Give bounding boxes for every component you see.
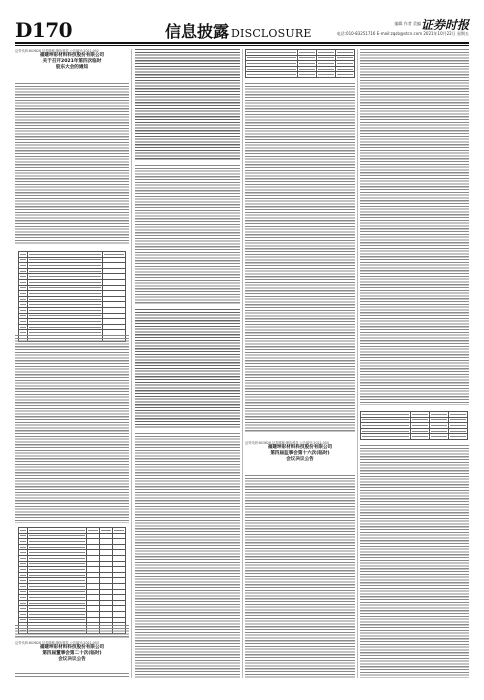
section-title bbox=[165, 19, 312, 42]
notice-title-line: 股东大会的通知 bbox=[55, 65, 89, 70]
notice-code: 证券代码:603826 证券简称:坤彩科技 公告编号:2021-052 bbox=[15, 49, 99, 53]
notice-title-line: 第四届监事会第十六次(临时) bbox=[270, 451, 330, 456]
page-header bbox=[15, 18, 469, 42]
editor-line: 编辑 作者 美编 bbox=[394, 21, 421, 26]
notice-body-text bbox=[15, 83, 129, 245]
notice-body-text bbox=[15, 625, 129, 639]
notice-body-text bbox=[245, 475, 355, 678]
column-3 bbox=[245, 49, 355, 678]
proxy-form-table bbox=[18, 527, 126, 634]
notice-body-text bbox=[360, 49, 469, 405]
contact-date-line: 电话:010-83251716 E-mail:zqsb@stcn.com 2021年10月22日 星期五 bbox=[336, 31, 469, 36]
proposal-table bbox=[18, 251, 126, 342]
section-title-cn: 信息披露 bbox=[165, 22, 230, 41]
notice-body-text bbox=[15, 335, 129, 523]
notice-title-line: 会议决议公告 bbox=[286, 457, 314, 462]
notice-title-line: 关于召开2021年第四次临时 bbox=[42, 59, 102, 64]
column-divider bbox=[357, 49, 358, 678]
notice-company: 福建坤彩材料科技股份有限公司 bbox=[267, 445, 333, 450]
column-divider bbox=[131, 49, 132, 678]
notice-company: 福建坤彩材料科技股份有限公司 bbox=[39, 645, 105, 650]
related-party-table bbox=[360, 411, 468, 440]
notice-company: 福建坤彩材料科技股份有限公司 bbox=[39, 53, 105, 58]
column-2 bbox=[135, 49, 240, 678]
notice-code: 证券代码:603826 证券简称:坤彩科技 公告编号:2021-053 bbox=[15, 641, 99, 645]
column-1 bbox=[15, 49, 129, 678]
notice-body-text bbox=[135, 49, 240, 161]
header-rule-thick bbox=[15, 42, 469, 44]
notice-header bbox=[245, 441, 355, 471]
notice-header bbox=[15, 49, 129, 79]
notice-title-line: 会议决议公告 bbox=[58, 657, 86, 662]
notice-body-text bbox=[135, 309, 240, 429]
notice-body-text bbox=[360, 445, 469, 678]
notice-title-line: 第四届董事会第二十次(临时) bbox=[42, 651, 102, 656]
page-number: D170 bbox=[15, 18, 73, 42]
column-divider bbox=[242, 49, 243, 678]
notice-body-text bbox=[245, 83, 355, 433]
notice-code: 证券代码:603826 证券简称:坤彩科技 公告编号:2021-054 bbox=[245, 441, 329, 445]
brand-logo: 证券时报 bbox=[420, 18, 469, 32]
header-rule-thin bbox=[15, 45, 469, 46]
notice-body-text bbox=[15, 673, 129, 678]
section-title-en: DISCLOSURE bbox=[231, 27, 312, 40]
notice-body-text bbox=[135, 165, 240, 305]
column-4 bbox=[360, 49, 469, 678]
notice-body-text bbox=[135, 433, 240, 678]
resolution-table bbox=[245, 49, 355, 78]
notice-header bbox=[15, 641, 129, 671]
